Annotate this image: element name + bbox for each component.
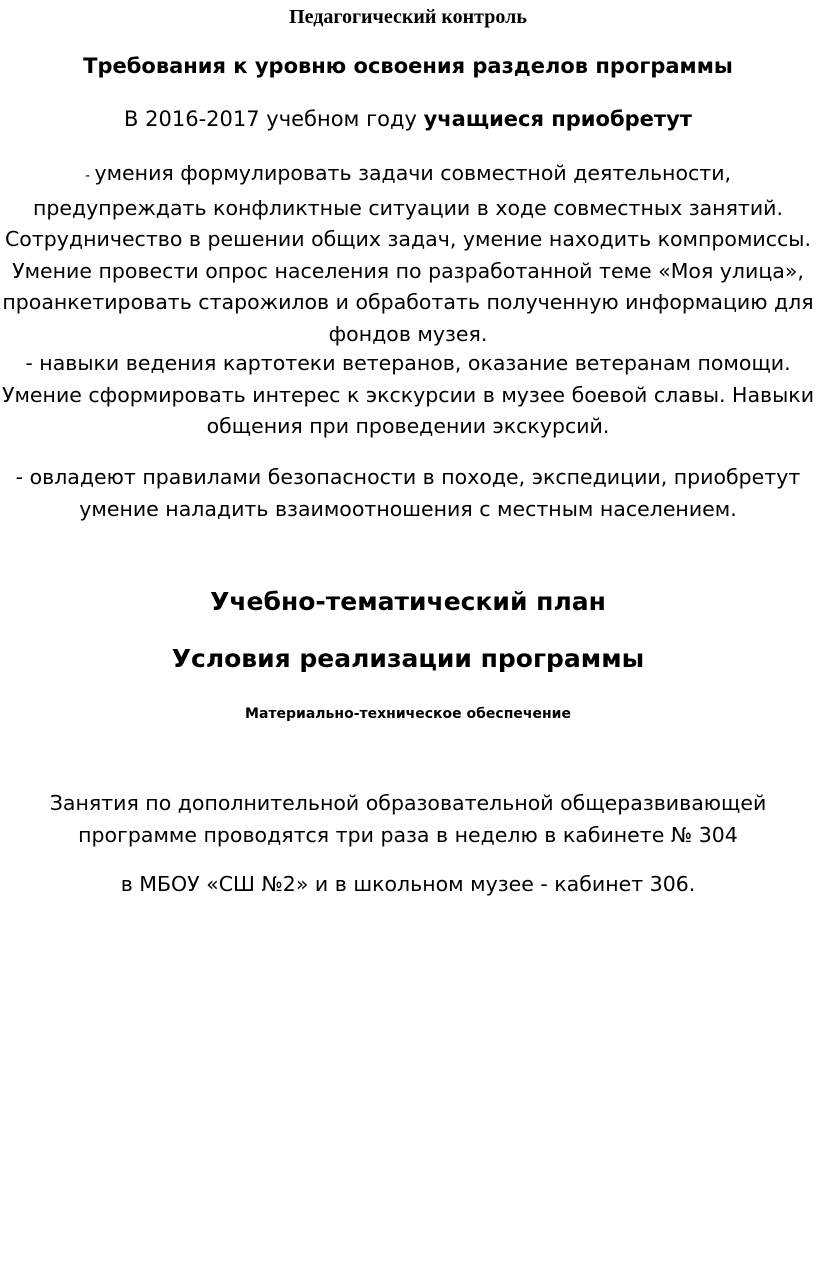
skills-paragraph-3: [0, 462, 816, 525]
paragraph-line: Умение сформировать интерес к экскурсии в музее боевой славы. Навыки: [1, 382, 815, 407]
location-paragraph: в МБОУ «СШ №2» и в школьном музее - кабинет 306.: [120, 872, 696, 896]
document-title: Педагогический контроль: [289, 6, 527, 28]
paragraph-line: - овладеют правилами безопасности в походе, экспедиции, приобретут: [15, 465, 801, 489]
intro-bold: учащиеся приобретут: [423, 107, 692, 131]
paragraph-line: программе проводятся три раза в неделю в кабинете № 304: [78, 822, 738, 847]
paragraph-line: умение наладить взаимоотношения с местным населением.: [79, 496, 737, 521]
skills-paragraph-2: [0, 348, 816, 443]
classes-paragraph: [0, 788, 816, 851]
paragraph-line: - умения формулировать задачи совместной деятельности,: [84, 161, 732, 185]
paragraph-line: фондов музея.: [328, 321, 488, 346]
material-heading: Материально-техническое обеспечение: [245, 706, 571, 722]
intro-line: [0, 107, 816, 131]
paragraph-line: - навыки ведения картотеки ветеранов, оказание ветеранам помощи.: [25, 351, 791, 375]
skills-paragraph-1: [0, 158, 816, 350]
paragraph-line: общения при проведении экскурсий.: [206, 414, 610, 438]
paragraph-line: Сотрудничество в решении общих задач, умение находить компромиссы.: [4, 227, 811, 251]
conditions-heading: Условия реализации программы: [171, 644, 645, 673]
paragraph-line: предупреждать конфликтные ситуации в ходе совместных занятий.: [32, 195, 784, 220]
paragraph-line: Занятия по дополнительной образовательной общеразвивающей: [49, 791, 767, 815]
requirements-heading: Требования к уровню освоения разделов программы: [83, 54, 733, 78]
intro-prefix: В 2016-2017 учебном году: [124, 107, 424, 131]
paragraph-line: проанкетировать старожилов и обработать полученную информацию для: [2, 290, 814, 314]
list-dash: -: [84, 168, 95, 184]
paragraph-line: Умение провести опрос населения по разработанной теме «Моя улица»,: [12, 258, 804, 283]
plan-heading: Учебно-тематический план: [210, 587, 606, 616]
